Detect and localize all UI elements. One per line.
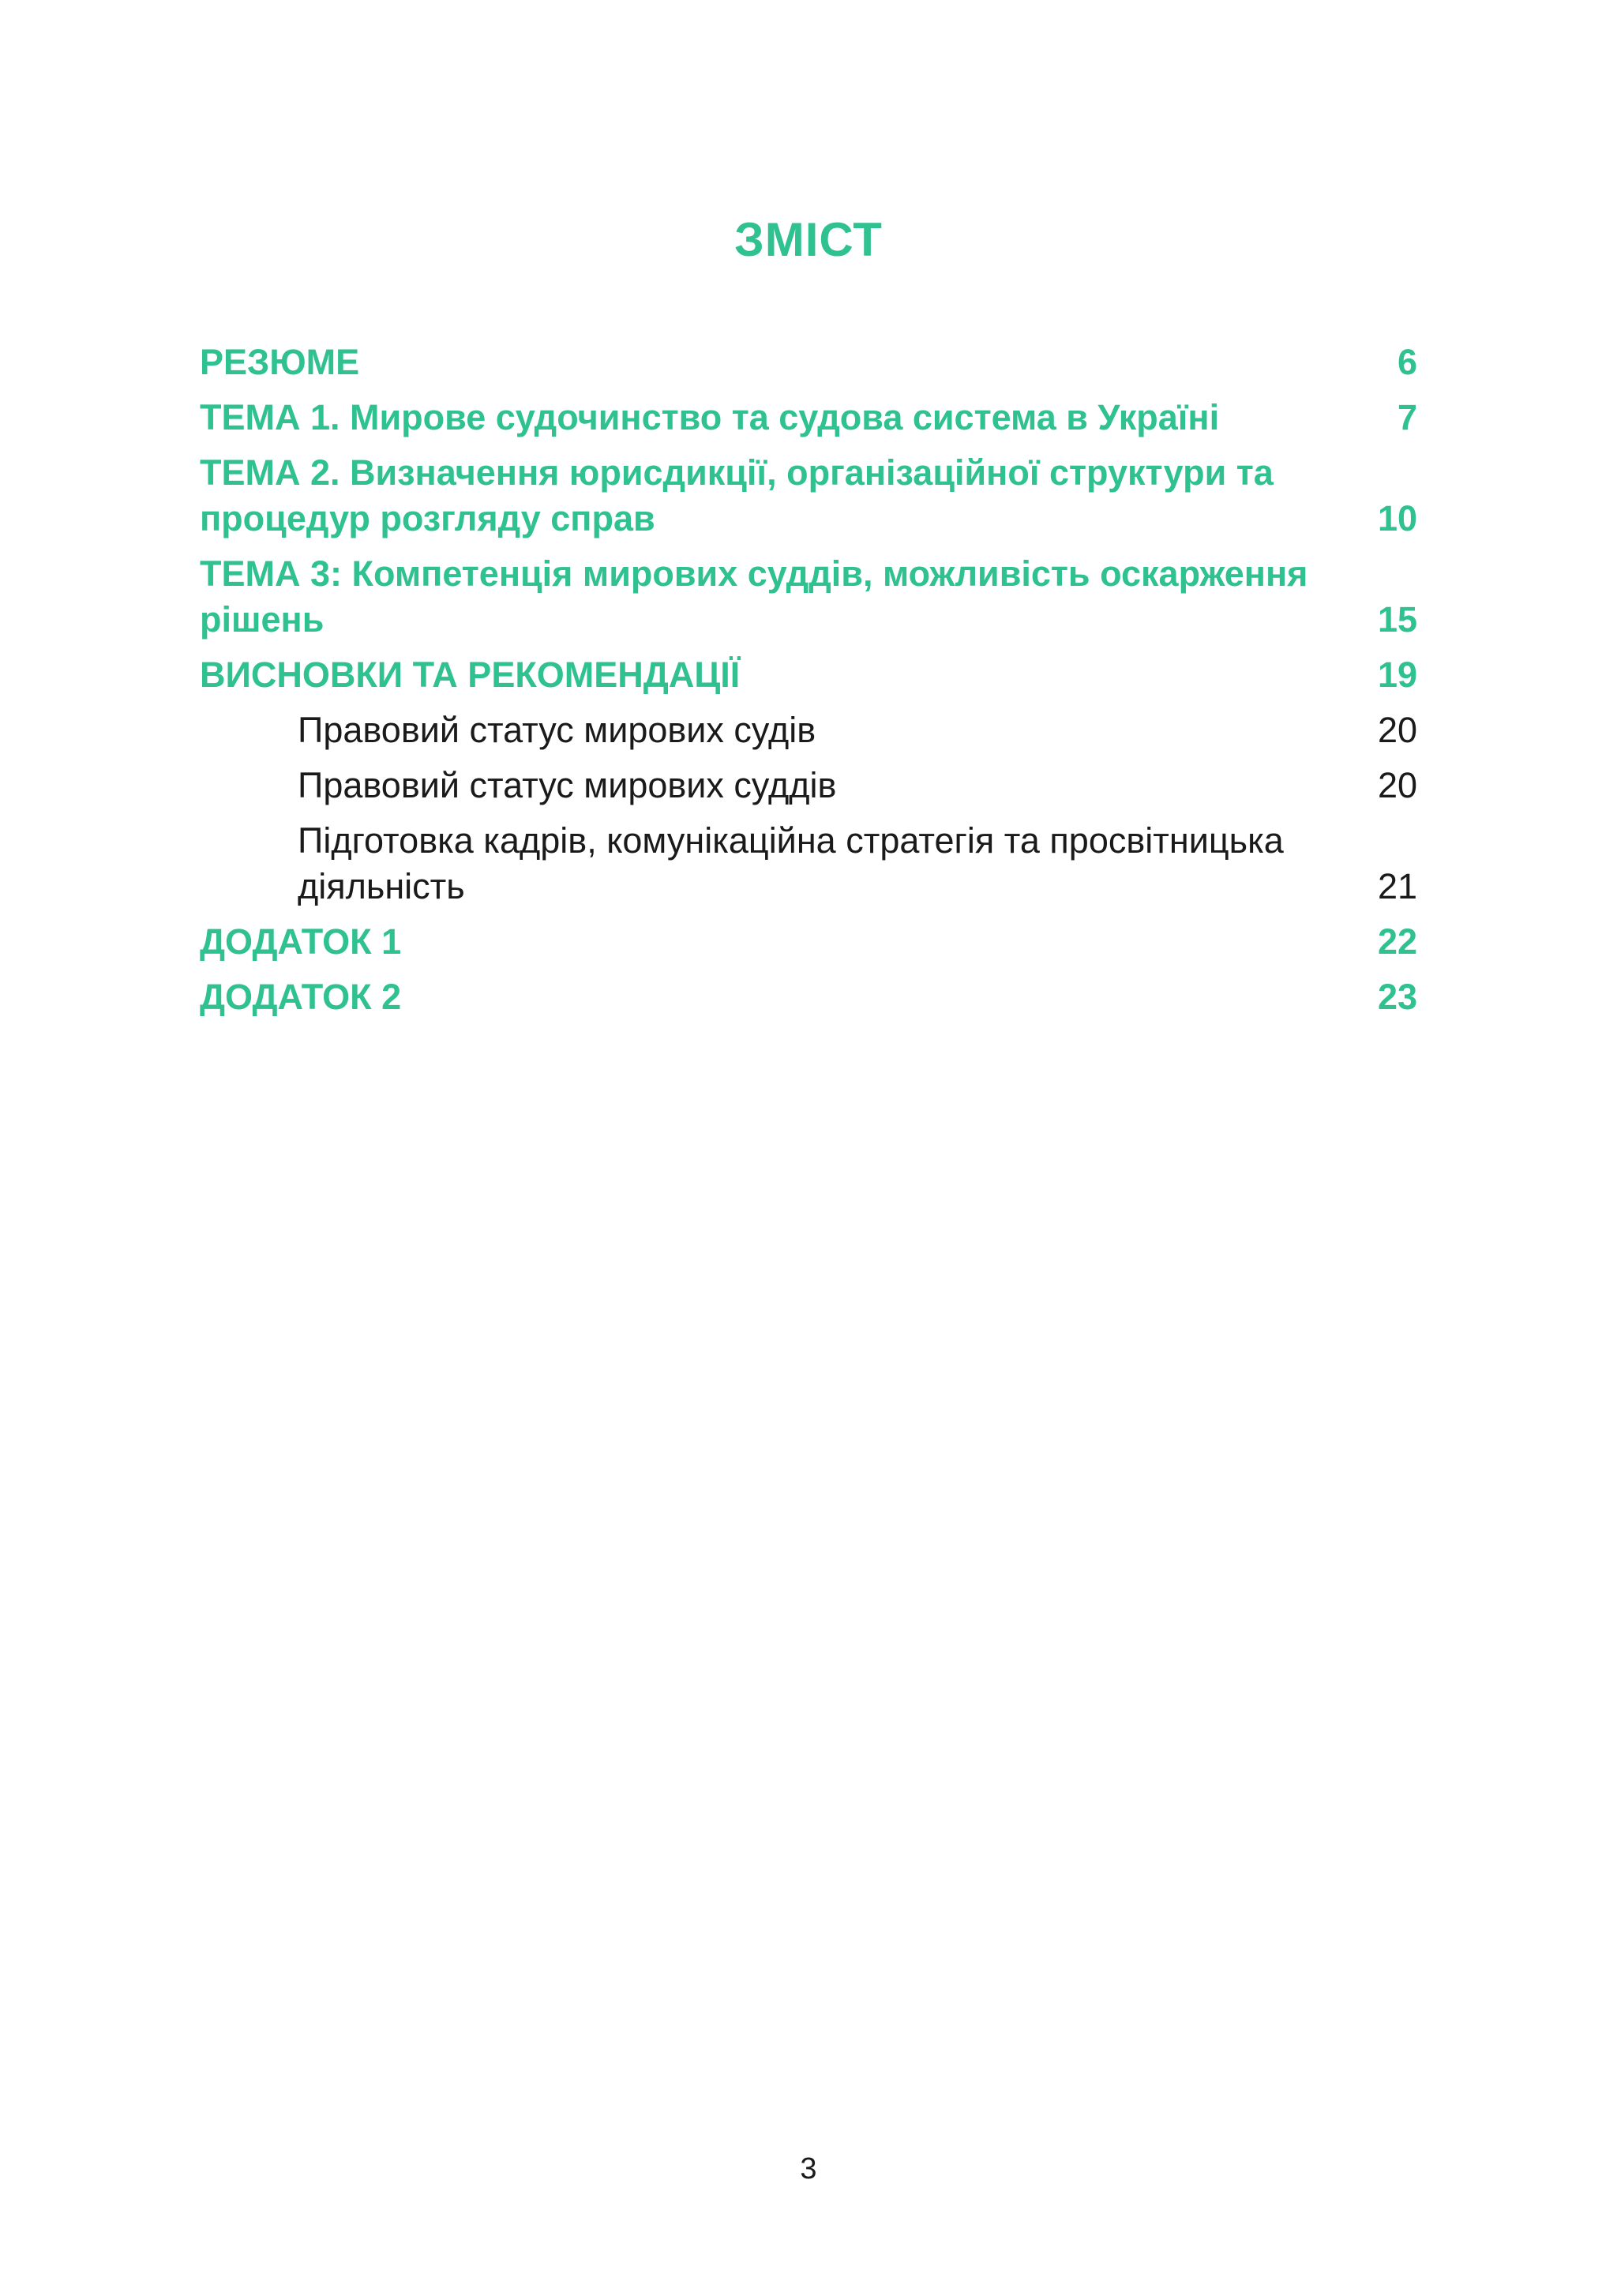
toc-subentry-judges-status[interactable]	[200, 763, 1417, 808]
page-number: 3	[800, 2152, 817, 2185]
toc-entry-topic-3[interactable]	[200, 551, 1417, 643]
toc-entry-page: 15	[1377, 599, 1417, 640]
toc-entry-page: 6	[1397, 342, 1417, 382]
toc-entry-appendix-2[interactable]	[200, 974, 1417, 1020]
toc-entry-title: ТЕМА 3: Компетенція мирових суддів, можливість оскарження рішень	[200, 553, 1308, 640]
toc-entry-title: ТЕМА 2. Визначення юрисдикції, організаційної структури та процедур розгляду справ	[200, 452, 1274, 538]
toc-entry-topic-2[interactable]	[200, 450, 1417, 542]
toc-entry-page: 7	[1397, 397, 1417, 437]
toc-entry-title: ДОДАТОК 1	[200, 921, 402, 962]
toc-entry-summary[interactable]	[200, 340, 1417, 385]
toc-entry-appendix-1[interactable]	[200, 919, 1417, 965]
toc-entry-page: 20	[1377, 710, 1417, 750]
toc-entry-title: ДОДАТОК 2	[200, 977, 402, 1017]
toc-entry-page: 23	[1377, 977, 1417, 1017]
toc-entry-page: 20	[1377, 765, 1417, 805]
toc-entry-title: РЕЗЮМЕ	[200, 342, 360, 382]
toc-entry-page: 10	[1377, 498, 1417, 538]
toc-subentry-courts-status[interactable]	[200, 707, 1417, 753]
toc-entry-title: Правовий статус мирових суддів	[298, 765, 837, 805]
toc-entry-page: 22	[1377, 921, 1417, 962]
toc-entry-page: 19	[1377, 655, 1417, 695]
toc-entry-title: Підготовка кадрів, комунікаційна стратегія та просвітницька діяльність	[298, 820, 1284, 906]
toc-entry-page: 21	[1377, 866, 1417, 906]
toc-entry-topic-1[interactable]	[200, 395, 1417, 441]
toc-entry-title: ТЕМА 1. Мирове судочинство та судова система в Україні	[200, 397, 1220, 437]
page-title: ЗМІСТ	[734, 213, 883, 266]
table-of-contents	[200, 340, 1417, 1030]
toc-subentry-training[interactable]	[200, 818, 1417, 910]
toc-entry-title: Правовий статус мирових судів	[298, 710, 816, 750]
toc-entry-conclusions[interactable]	[200, 652, 1417, 698]
toc-entry-title: ВИСНОВКИ ТА РЕКОМЕНДАЦІЇ	[200, 655, 741, 695]
